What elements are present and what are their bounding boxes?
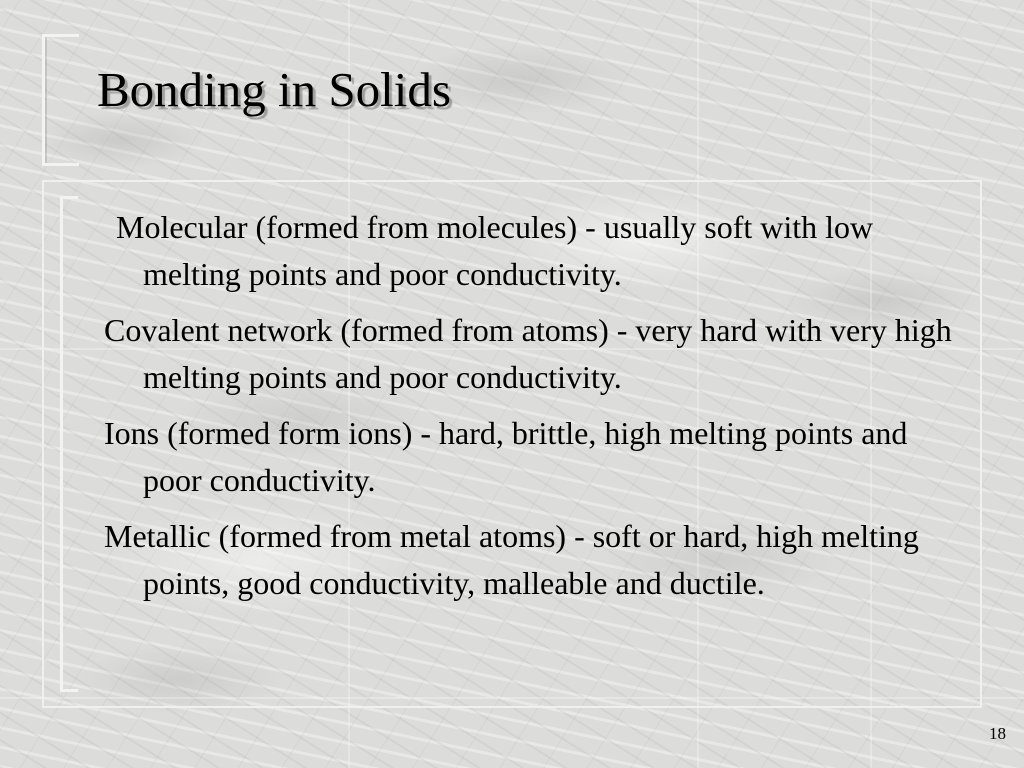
page-number: 18 bbox=[989, 724, 1006, 743]
bullet-ions: Ions (formed form ions) - hard, brittle, high melting points and poor conductivity. bbox=[104, 415, 908, 498]
bullet-covalent-network: Covalent network (formed from atoms) - very hard with very high melting points and poor conductivity. bbox=[104, 312, 952, 395]
slide-title: Bonding in Solids bbox=[97, 62, 451, 117]
bullet-metallic: Metallic (formed from metal atoms) - soft or hard, high melting points, good conductivity, malleable and ductile. bbox=[104, 518, 919, 601]
bullet-molecular: Molecular (formed from molecules) - usually soft with low melting points and poor conductivity. bbox=[116, 209, 874, 292]
content-decoration-bracket bbox=[60, 196, 78, 692]
bullet-list bbox=[104, 204, 954, 616]
title-decoration-bracket bbox=[42, 34, 79, 166]
